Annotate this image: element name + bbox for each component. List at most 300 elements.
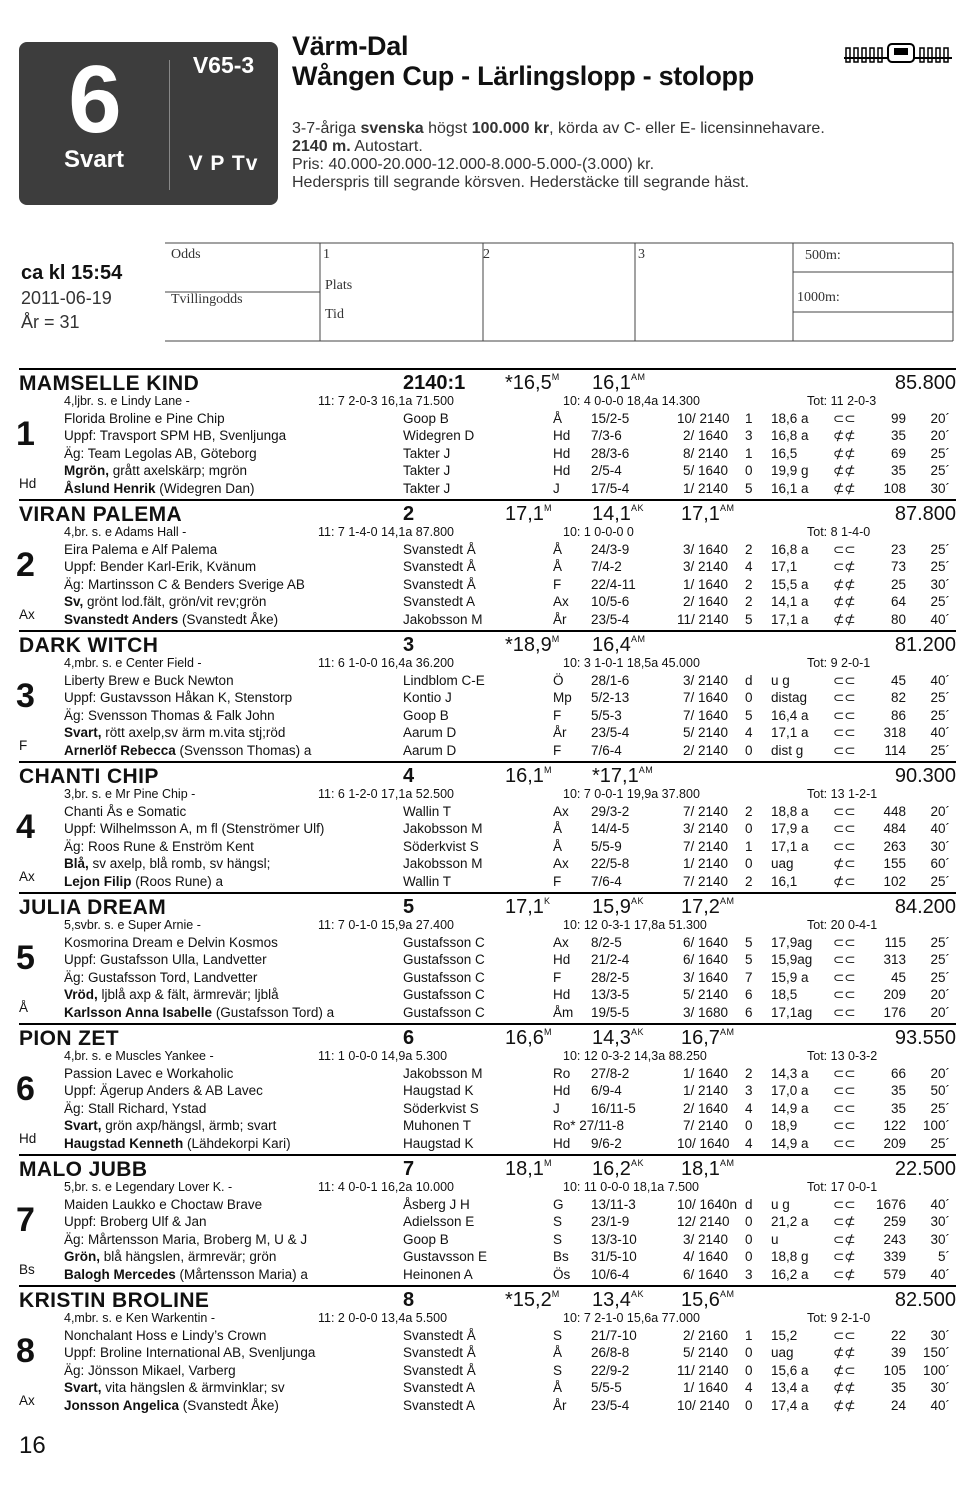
start-odds: 115 [884, 935, 906, 950]
driver-name: Kontio J [403, 690, 452, 706]
start-odds: 35 [890, 428, 906, 444]
start-prize: 30´ [930, 1231, 950, 1247]
detail-text: Arnerlöf Rebecca (Svensson Thomas) a [64, 742, 312, 758]
start-track: Ö [553, 673, 564, 688]
horse-entry [0, 368, 960, 496]
start-prize: 40´ [930, 725, 950, 741]
detail-text: Vröd, ljblå axp & fält, ärmrevär; ljblå [64, 987, 279, 1003]
start-distance: 2/ 2160 [683, 1328, 729, 1343]
detail-text: Lejon Filip (Roos Rune) a [64, 873, 224, 889]
horse-name: MAMSELLE KIND [19, 372, 200, 395]
start-time: 17,1 a [771, 725, 809, 741]
start-placing: 6 [745, 1004, 753, 1020]
horse-detail-row [0, 855, 960, 872]
start-time: 17,1ag [771, 1004, 813, 1020]
shoe-marks: ⊄⊂ [833, 1362, 856, 1378]
start-date: 7/6-4 [591, 873, 622, 889]
start-odds: 35 [890, 463, 906, 479]
shoe-marks: ⊄⊂ [833, 856, 856, 872]
start-position: 4 [403, 765, 415, 787]
detail-text: Äg: Mårtensson Maria, Broberg M, U & J [64, 1231, 308, 1247]
stats-2011: 11: 6 1-0-0 16,4a 36.200 [318, 656, 454, 670]
horse-pedigree: 4,br. s. e Muscles Yankee - [64, 1049, 214, 1063]
start-placing: 0 [745, 1397, 753, 1413]
horse-detail-row [0, 558, 960, 575]
start-time: 21,2 a [771, 1214, 809, 1230]
detail-text: Karlsson Anna Isabelle (Gustafsson Tord) a [64, 1004, 335, 1020]
start-time: 16,1 [771, 873, 798, 889]
start-odds: 64 [890, 594, 906, 610]
record-time: $*18,9^M$ [505, 634, 560, 656]
driver-name: Svanstedt Å [403, 542, 476, 557]
horse-entry [0, 761, 960, 889]
stats-total: Tot: 13 1-2-1 [807, 787, 878, 801]
start-placing: 5 [745, 707, 753, 723]
shoe-marks: ⊂⊂ [833, 1118, 856, 1134]
shoe-marks: ⊂⊂ [833, 707, 856, 723]
start-prize: 25´ [930, 969, 950, 985]
start-track: Ax [553, 804, 569, 819]
race-honours: Hederspris till segrande körsven. Hederstäcke till segrande häst. [292, 174, 750, 191]
record-time: $15,6^{AM}$ [681, 1289, 735, 1311]
driver-name: Aarum D [403, 725, 457, 741]
odds-grid [165, 242, 955, 342]
start-date: 13/3-5 [591, 987, 630, 1003]
start-placing: 0 [745, 690, 753, 706]
record-time: $16,7^{AM}$ [681, 1027, 735, 1049]
horse-detail-row [0, 689, 960, 706]
start-time: 17,1 [771, 559, 798, 575]
stats-2010: 10: 4 0-0-0 18,4a 14.300 [563, 394, 700, 408]
horse-detail-row [0, 838, 960, 855]
driver-name: Aarum D [403, 742, 457, 758]
start-placing: 0 [745, 856, 753, 872]
start-odds: 73 [890, 559, 906, 575]
race-number: 6 [68, 46, 120, 153]
driver-name: Svanstedt Å [403, 1362, 476, 1378]
stats-2011: 11: 7 0-1-0 15,9a 27.400 [318, 918, 454, 932]
detail-text: Äg: Jönsson Mikael, Varberg [64, 1362, 236, 1378]
horse-entry [0, 1285, 960, 1413]
start-distance: 3/ 1680 [683, 1004, 729, 1020]
stats-2011: 11: 7 2-0-3 16,1a 71.500 [318, 394, 454, 408]
horse-detail-row [0, 820, 960, 837]
start-time: 17,4 a [771, 1397, 809, 1413]
driver-name: Jakobsson M [403, 856, 483, 872]
start-odds: 108 [883, 480, 906, 496]
horse-name: MALO JUBB [19, 1158, 148, 1181]
shoe-marks: ⊄⊄ [833, 594, 856, 610]
start-time: ca kl 15:54 [21, 262, 123, 284]
start-placing: 1 [745, 445, 753, 461]
start-position: 7 [403, 1158, 415, 1180]
stats-2010: 10: 7 2-1-0 15,6a 77.000 [563, 1311, 700, 1325]
horse-detail-row [0, 1100, 960, 1117]
shoe-marks: ⊄⊄ [833, 1397, 856, 1413]
start-placing: 0 [745, 1214, 753, 1230]
start-time: u g [771, 673, 790, 688]
prize-money: 87.800 [894, 503, 956, 525]
start-placing: 3 [745, 1083, 753, 1099]
start-odds: 484 [883, 821, 906, 837]
record-type: M [543, 1027, 552, 1037]
start-prize: 20´ [930, 1004, 950, 1020]
detail-text: Uppf: Broline International AB, Svenljunga [64, 1345, 316, 1361]
start-position: 3 [403, 634, 415, 656]
stats-2010: 10: 11 0-0-0 18,1a 7.500 [563, 1180, 699, 1194]
start-odds: 22 [890, 1328, 906, 1343]
autostart-car-icon [842, 40, 954, 70]
start-placing: 1 [745, 838, 753, 854]
horse-detail-row [0, 410, 960, 427]
record-type: AM [630, 634, 646, 644]
detail-text: Nonchalant Hoss e Lindy’s Crown [64, 1328, 267, 1343]
start-odds: 579 [883, 1266, 906, 1282]
start-track: Å [553, 1345, 563, 1361]
start-placing: 7 [745, 969, 753, 985]
start-odds: 102 [883, 873, 906, 889]
detail-text: Florida Broline e Pine Chip [64, 411, 225, 426]
horse-info-row [0, 524, 960, 541]
detail-text: Blå, sv axelp, blå romb, sv hängsl; [64, 856, 271, 872]
detail-text: Eira Palema e Alf Palema [64, 542, 218, 557]
start-odds: 86 [890, 707, 906, 723]
start-track: År [553, 611, 567, 627]
horse-name: CHANTI CHIP [19, 765, 159, 788]
horse-divider [19, 499, 956, 501]
start-track: G [553, 1197, 564, 1212]
driver-name: Goop B [403, 1231, 449, 1247]
horse-detail-row [0, 1327, 960, 1344]
stats-2011: 11: 7 1-4-0 14,1a 87.800 [318, 525, 454, 539]
start-position: 2140:1 [403, 372, 466, 394]
start-distance: 10/ 2140 [677, 1397, 730, 1413]
start-odds: 24 [890, 1397, 906, 1413]
start-track: Å [553, 411, 563, 426]
place-1-label: 1 [323, 247, 330, 262]
shoe-marks: ⊂⊂ [833, 725, 856, 741]
horse-detail-row [0, 1379, 960, 1396]
prize-money: 90.300 [894, 765, 956, 787]
driver-name: Heinonen A [403, 1266, 473, 1282]
driver-name: Gustafsson C [403, 969, 485, 985]
last-start-track: F [19, 738, 28, 753]
start-date: 22/4-11 [591, 576, 636, 592]
start-distance: 8/ 2140 [683, 445, 729, 461]
start-track: Ax [553, 856, 569, 872]
start-track: Ax [553, 935, 569, 950]
horse-detail-row [0, 576, 960, 593]
driver-name: Takter J [403, 480, 451, 496]
detail-text: Maiden Laukko e Choctaw Brave [64, 1197, 263, 1212]
start-time: 17,1 a [771, 611, 809, 627]
detail-text: Uppf: Travsport SPM HB, Svenljunga [64, 428, 287, 444]
start-time: 18,6 a [771, 411, 809, 426]
start-prize: 25´ [930, 873, 950, 889]
start-track: Å [553, 821, 563, 837]
horse-divider [19, 630, 956, 632]
start-distance: 10/ 1640n [677, 1197, 738, 1212]
start-placing: 0 [745, 1118, 753, 1134]
start-time: 19,9 g [771, 463, 809, 479]
stats-total: Tot: 17 0-0-1 [807, 1180, 878, 1194]
start-distance: 4/ 1640 [683, 1249, 729, 1265]
start-placing: 2 [745, 594, 753, 610]
detail-text: Uppf: Gustafsson Ulla, Landvetter [64, 952, 267, 968]
driver-name: Svanstedt Å [403, 1328, 476, 1343]
shoe-marks: ⊂⊂ [833, 542, 856, 557]
start-time: 14,1 a [771, 594, 809, 610]
start-track: Åm [553, 1004, 574, 1020]
horse-detail-row [0, 1231, 960, 1248]
horse-entry [0, 630, 960, 758]
horse-detail-row [0, 742, 960, 759]
detail-text: Uppf: Ägerup Anders & AB Lavec [64, 1083, 263, 1099]
split-500-label: 500m: [805, 248, 841, 263]
start-distance: 1/ 1640 [683, 576, 729, 592]
start-prize: 25´ [930, 445, 950, 461]
start-position: 8 [403, 1289, 415, 1311]
start-distance: 7/ 1640 [683, 707, 729, 723]
shoe-marks: ⊂⊄ [833, 1249, 856, 1265]
detail-text: Sv, grönt lod.fält, grön/vit rev;grön [64, 594, 267, 610]
detail-text: Äg: Roos Rune & Enström Kent [64, 838, 254, 854]
start-date: 10/6-4 [591, 1266, 630, 1282]
stats-2011: 11: 1 0-0-0 14,9a 5.300 [318, 1049, 448, 1063]
start-date: 19/5-5 [591, 1004, 630, 1020]
horse-number: 2 [16, 546, 35, 584]
start-prize: 40´ [930, 1266, 950, 1282]
detail-text: Uppf: Broberg Ulf & Jan [64, 1214, 207, 1230]
start-prize: 40´ [930, 821, 950, 837]
driver-name: Gustafsson C [403, 987, 485, 1003]
start-track: Ös [553, 1266, 571, 1282]
shoe-marks: ⊄⊄ [833, 1380, 856, 1396]
record-type: M [551, 372, 560, 382]
shoe-marks: ⊂⊂ [833, 1083, 856, 1099]
start-odds: 80 [890, 611, 906, 627]
horse-info-row [0, 1048, 960, 1065]
horse-pedigree: 4,mbr. s. e Ken Warkentin - [64, 1311, 215, 1325]
start-date: 29/3-2 [591, 804, 630, 819]
horse-detail-row [0, 462, 960, 479]
driver-name: Jakobsson M [403, 611, 483, 627]
horse-detail-row [0, 803, 960, 820]
place-3-label: 3 [638, 247, 645, 262]
stats-total: Tot: 20 0-4-1 [807, 918, 878, 932]
stats-2010: 10: 12 0-3-2 14,3a 88.250 [563, 1049, 707, 1063]
detail-text: Äg: Team Legolas AB, Göteborg [64, 445, 257, 461]
race-badge [19, 42, 278, 205]
start-prize: 20´ [930, 411, 950, 426]
shoe-marks: ⊂⊂ [833, 1004, 856, 1020]
shoe-marks: ⊂⊂ [833, 952, 856, 968]
driver-name: Lindblom C-E [403, 673, 485, 688]
shoe-marks: ⊂⊂ [833, 1328, 856, 1343]
horse-name: PION ZET [19, 1027, 120, 1050]
start-time: 16,2 a [771, 1266, 809, 1282]
start-track: J [553, 480, 560, 496]
start-date: 5/5-9 [591, 838, 622, 854]
horse-divider [19, 368, 956, 370]
start-odds: 155 [883, 856, 906, 872]
start-distance: 3/ 2140 [683, 821, 729, 837]
start-placing: 2 [745, 804, 753, 819]
stats-2011: 11: 4 0-0-1 16,2a 10.000 [318, 1180, 454, 1194]
stats-2010: 10: 3 1-0-1 18,5a 45.000 [563, 656, 700, 670]
stats-total: Tot: 13 0-3-2 [807, 1049, 878, 1063]
start-placing: 2 [745, 873, 753, 889]
stats-total: Tot: 8 1-4-0 [807, 525, 871, 539]
start-distance: 7/ 2140 [683, 873, 729, 889]
last-start-track: Ax [19, 869, 35, 884]
record-time: $*15,2^M$ [505, 1289, 560, 1311]
shoe-marks: ⊄⊄ [833, 428, 856, 444]
start-time: 18,8 g [771, 1249, 809, 1265]
start-track: S [553, 1328, 563, 1343]
start-prize: 20´ [930, 1066, 950, 1081]
detail-text: Uppf: Wilhelmsson A, m fl (Stenströmer Ulf) [64, 821, 325, 837]
start-date: 23/5-4 [591, 725, 630, 741]
start-track: Ax [553, 594, 569, 610]
start-time: distag [771, 690, 808, 706]
start-time: 16,8 a [771, 542, 809, 557]
start-date: 8/2-5 [591, 935, 622, 950]
start-prize: 100´ [922, 1362, 950, 1378]
start-time: 18,9 [771, 1118, 798, 1134]
shoe-marks: ⊄⊂ [833, 873, 856, 889]
start-prize: 150´ [922, 1345, 950, 1361]
start-track: Ro [553, 1066, 571, 1081]
record-time: $16,1^M$ [505, 765, 552, 787]
start-odds: 122 [883, 1118, 906, 1134]
start-placing: 0 [745, 821, 753, 837]
start-odds: 1676 [875, 1197, 906, 1212]
stats-total: Tot: 9 2-0-1 [807, 656, 871, 670]
last-start-track: Hd [19, 476, 37, 491]
start-odds: 209 [883, 987, 906, 1003]
horse-info-row [0, 1310, 960, 1327]
record-type: AK [630, 1289, 644, 1299]
start-track: S [553, 1362, 563, 1378]
start-date: 7/3-6 [591, 428, 622, 444]
driver-name: Svanstedt A [403, 1380, 476, 1396]
start-track: Å [553, 1380, 563, 1396]
driver-name: Svanstedt Å [403, 559, 476, 575]
start-distance: 6/ 1640 [683, 1266, 729, 1282]
horse-number: 1 [16, 415, 35, 453]
start-odds: 45 [890, 969, 906, 985]
start-track: F [553, 873, 562, 889]
start-time: 15,9ag [771, 952, 813, 968]
start-placing: 0 [745, 1362, 753, 1378]
plats-label: Plats [325, 278, 353, 293]
driver-name: Gustafsson C [403, 952, 485, 968]
start-distance: 5/ 2140 [683, 725, 729, 741]
start-odds: 176 [883, 1004, 906, 1020]
horse-number: 3 [16, 677, 35, 715]
start-track: S [553, 1231, 563, 1247]
horse-number: 4 [16, 808, 35, 846]
driver-name: Wallin T [403, 873, 452, 889]
last-start-track: Å [19, 1000, 29, 1015]
shoe-marks: ⊄⊄ [833, 576, 856, 592]
start-track: Å [553, 838, 563, 854]
start-prize: 25´ [930, 935, 950, 950]
record-time: $*17,1^{AM}$ [592, 765, 654, 787]
horse-number: 6 [16, 1070, 35, 1108]
start-date: 14/4-5 [591, 821, 630, 837]
start-track: Hd [553, 987, 571, 1003]
start-distance: 1/ 1640 [683, 1380, 729, 1396]
start-date: 7/6-4 [591, 742, 622, 758]
start-time: 17,9 a [771, 821, 809, 837]
start-placing: 0 [745, 1345, 753, 1361]
start-distance: 6/ 1640 [683, 935, 729, 950]
driver-name: Söderkvist S [403, 838, 479, 854]
place-2-label: 2 [483, 247, 490, 262]
start-placing: d [745, 1197, 753, 1212]
start-odds: 23 [890, 542, 906, 557]
start-prize: 25´ [930, 952, 950, 968]
horse-info-row [0, 655, 960, 672]
record-type: AM [719, 1027, 735, 1037]
start-prize: 30´ [930, 1214, 950, 1230]
start-placing: 0 [745, 742, 753, 758]
start-distance: 1/ 1640 [683, 1066, 729, 1081]
shoe-marks: ⊂⊂ [833, 838, 856, 854]
horse-detail-row [0, 1344, 960, 1361]
start-distance: 2/ 2140 [683, 742, 729, 758]
start-time: 15,5 a [771, 576, 809, 592]
record-type: AK [630, 1158, 644, 1168]
shoe-marks: ⊂⊂ [833, 690, 856, 706]
start-track: F [553, 969, 562, 985]
start-track: Å [553, 559, 563, 575]
last-start-track: Hd [19, 1131, 37, 1146]
bet-types: V P Tv [188, 152, 259, 175]
start-prize: 30´ [930, 838, 950, 854]
horse-name: VIRAN PALEMA [19, 503, 183, 526]
detail-text: Grön, blå hängslen, ärmrevär; grön [64, 1249, 277, 1265]
start-odds: 35 [890, 1100, 906, 1116]
driver-name: Goop B [403, 707, 449, 723]
start-date: 5/5-5 [591, 1380, 622, 1396]
start-placing: 5 [745, 952, 753, 968]
stats-2011: 11: 6 1-2-0 17,1a 52.500 [318, 787, 454, 801]
start-distance: 6/ 1640 [683, 952, 729, 968]
detail-text: Mgrön, grått axelskärp; mgrön [64, 463, 248, 479]
detail-text: Uppf: Gustavsson Håkan K, Stenstorp [64, 690, 293, 706]
horse-detail-row [0, 873, 960, 890]
horse-detail-row [0, 1135, 960, 1152]
horse-entry [0, 499, 960, 627]
horse-detail-row [0, 427, 960, 444]
start-placing: 1 [745, 1328, 753, 1343]
record-type: M [551, 1289, 560, 1299]
horse-info-row [0, 1179, 960, 1196]
detail-text: Liberty Brew e Buck Newton [64, 673, 234, 688]
shoe-marks: ⊂⊂ [833, 821, 856, 837]
start-prize: 40´ [930, 673, 950, 688]
start-distance: 1/ 2140 [683, 480, 729, 496]
start-track: Hd [553, 1135, 571, 1151]
detail-text: Äg: Martinsson C & Benders Sverige AB [64, 576, 305, 592]
start-track: Hd [553, 952, 571, 968]
prize-money: 82.500 [894, 1289, 956, 1311]
start-date: 28/2-5 [591, 969, 630, 985]
start-prize: 25´ [930, 742, 950, 758]
